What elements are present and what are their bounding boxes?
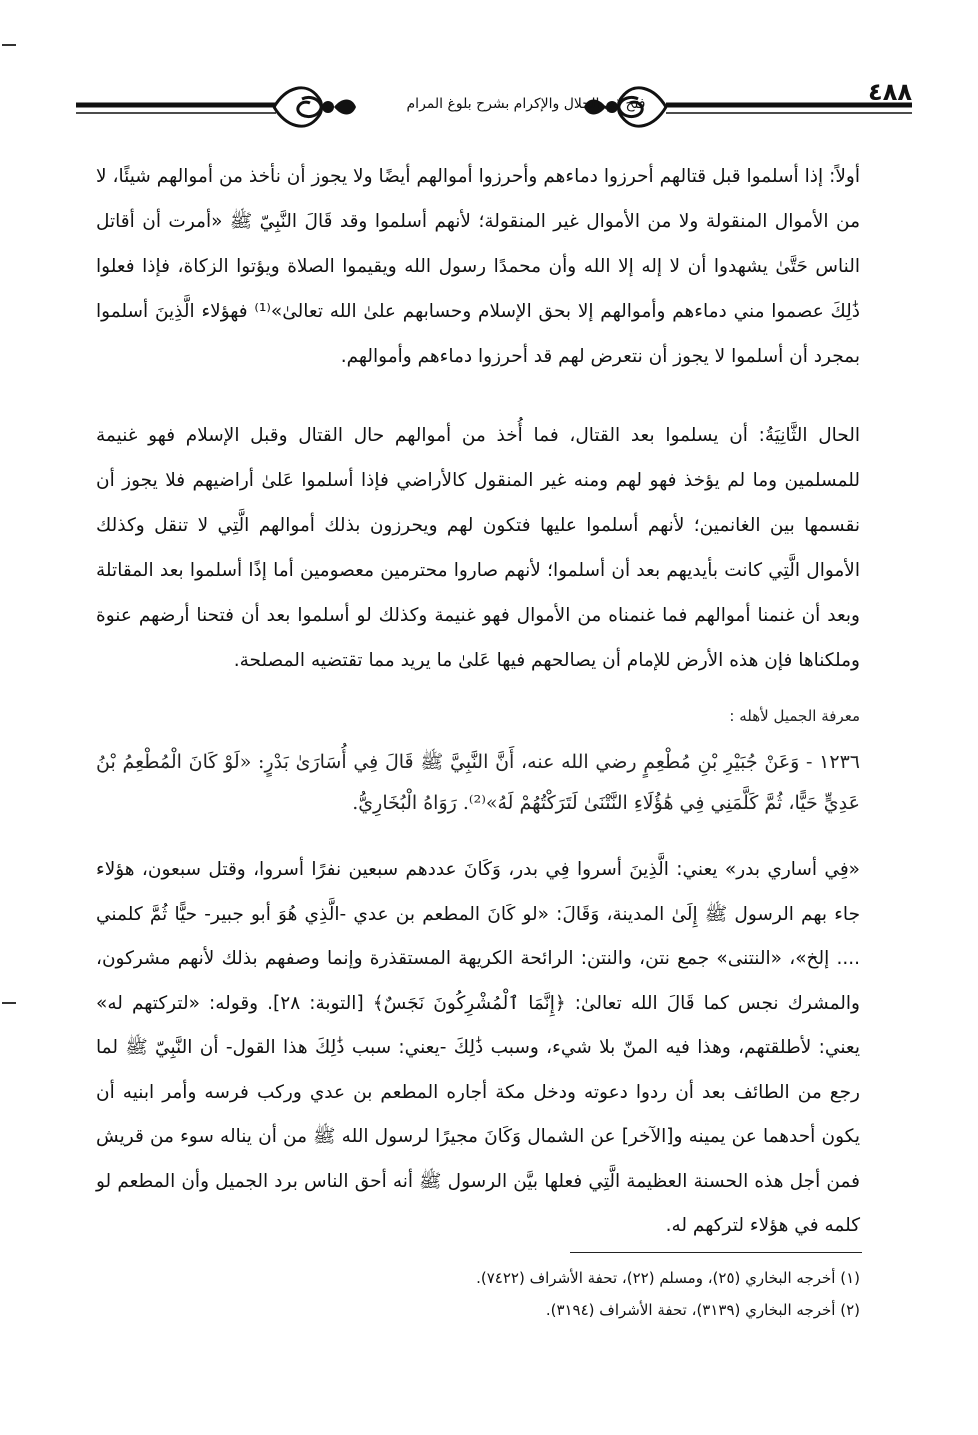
paragraph-text: «فِي أساري بدر» يعني: الَّذِينَ أسروا فِي بدر، وَكَانَ عددهم سبعين نفرًا أسروا، وقتل سبعون، هؤلاء جاء بهم الرسول ﷺ إِلَىٰ المدينة، وَقَالَ: «لو كَانَ المطعم بن عدي -الَّذِي هُوَ أبو جبير- حيًّا ثُمَّ كلمني .... إلخ»، «النتنى» جمع نتن، والنتن: الرائحة الكريهة المستقذرة وإنما وصفهم بذلك لأنهم مشركون، والمشرك نجس كما قَالَ الله تعالىٰ: ﴿إِنَّمَا ٱلْمُشْرِكُونَ نَجَسٌ﴾ [التوبة: ٢٨]. وقوله: «لتركتهم له» يعني: لأطلقتهم، وهذا فيه المنّ بلا شيء، وسبب ذَٰلِكَ -يعني: سبب ذَٰلِكَ هذا القول- أن النَّبِيّ ﷺ لما رجع من الطائف بعد أن ردوا دعوته ودخل مكة أجاره المطعم بن عدي وركب فرسه وأمر ابنيه أن يكون أحدهما عن يمينه و[الآخر] عن الشمال وَكَانَ مجيرًا لرسول الله ﷺ من أن يناله سوء من قريش فمن أجل هذه الحسنة العظيمة الَّتِي فعلها بيَّن الرسول ﷺ أنه أحق الناس برد الجميل وأن المطعم لو كلمه في هؤلاء لتركهم له. [96,859,860,1236]
paragraph-commentary [96,848,860,1249]
footnote-divider [570,1252,862,1253]
running-title: فتح ذي الجلال والإكرام بشرح بلوغ المرام [406,96,646,112]
paragraph-text: أولاً: إذا أسلموا قبل قتالهم أحرزوا دماءهم وأحرزوا أموالهم أيضًا ولا يجوز أن نأخذ من أموالهم شيئًا، لا من الأموال المنقولة ولا من الأموال غير المنقولة؛ لأنهم أسلموا وقد قَالَ النَّبِيّ ﷺ «أمرت أن أقاتل الناس حَتَّىٰ يشهدوا أن لا إله إلا الله وأن محمدًا رسول الله ويقيموا الصلاة ويؤتوا الزكاة، فإذا فعلوا ذَٰلِكَ عصموا مني دماءهم وأموالهم إلا بحق الإسلام وحسابهم علىٰ الله تعالىٰ»⁽¹⁾ فهؤلاء الَّذِينَ أسلموا بمجرد أن أسلموا لا يجوز أن نتعرض لهم قد أحرزوا دماءهم وأموالهم. [96,166,860,367]
page-number: ٤٨٨ [868,78,912,106]
footnote-2: (٢) أخرجه البخاري (٣١٣٩)، تحفة الأشراف (٣١٩٤). [545,1301,860,1319]
gutter-mark [2,1002,16,1004]
footnotes [476,1262,860,1326]
gutter-mark [2,44,16,46]
page-header [76,78,912,136]
section-heading: معرفة الجميل لأهله : [729,707,860,725]
hadith-body: ١٢٣٦ - وَعَنْ جُبَيْرِ بْنِ مُطْعِمٍ رضي الله عنه، أَنَّ النَّبِيَّ ﷺ قَالَ فِي أُسَارَىٰ بَدْرٍ: «لَوْ كَانَ الْمُطْعِمُ بْنُ عَدِيٍّ حَيًّا، ثُمَّ كَلَّمَنِي فِي هَٰؤُلَاءِ النَّتْنَىٰ لَتَرَكْتُهُمْ لَهُ»⁽²⁾. رَوَاهُ الْبُخَارِيُّ. [96,751,860,814]
paragraph-second-case [96,413,860,683]
paragraph-text: الحال الثَّانِيَةُ: أن يسلموا بعد القتال، فما أُخذ من أموالهم حال القتال وقبل الإسلام فهو غنيمة للمسلمين وما لم يؤخذ فهو لهم ومنه غير المنقول كالأراضي فإذا أسلموا عَلىٰ أراضيهم فلا يجوز أن نقسمها بين الغانمين؛ لأنهم أسلموا عليها فتكون لهم ويحرزون بذلك أموالهم الَّتِي لا تنقل وكذلك الأموال الَّتِي كانت بأيديهم بعد أن أسلموا؛ لأنهم صاروا محترمين معصومين أما إذًا أسلموا بعد المقاتلة وبعد أن غنمنا أموالهم فما غنمناه من الأموال فهو غنيمة وكذلك لو أسلموا بعد أن فتحنا أرضهم عنوة وملكناها فإن هذه الأرض للإمام أن يصالحهم فيها عَلىٰ ما يريد مما تقتضيه المصلحة. [96,425,860,671]
hadith-text [96,742,860,824]
footnote-1: (١) أخرجه البخاري (٢٥)، ومسلم (٢٢)، تحفة الأشراف (٧٤٢٢). [476,1269,860,1287]
paragraph-first-case [96,154,860,379]
left-ornament-icon [274,88,356,126]
